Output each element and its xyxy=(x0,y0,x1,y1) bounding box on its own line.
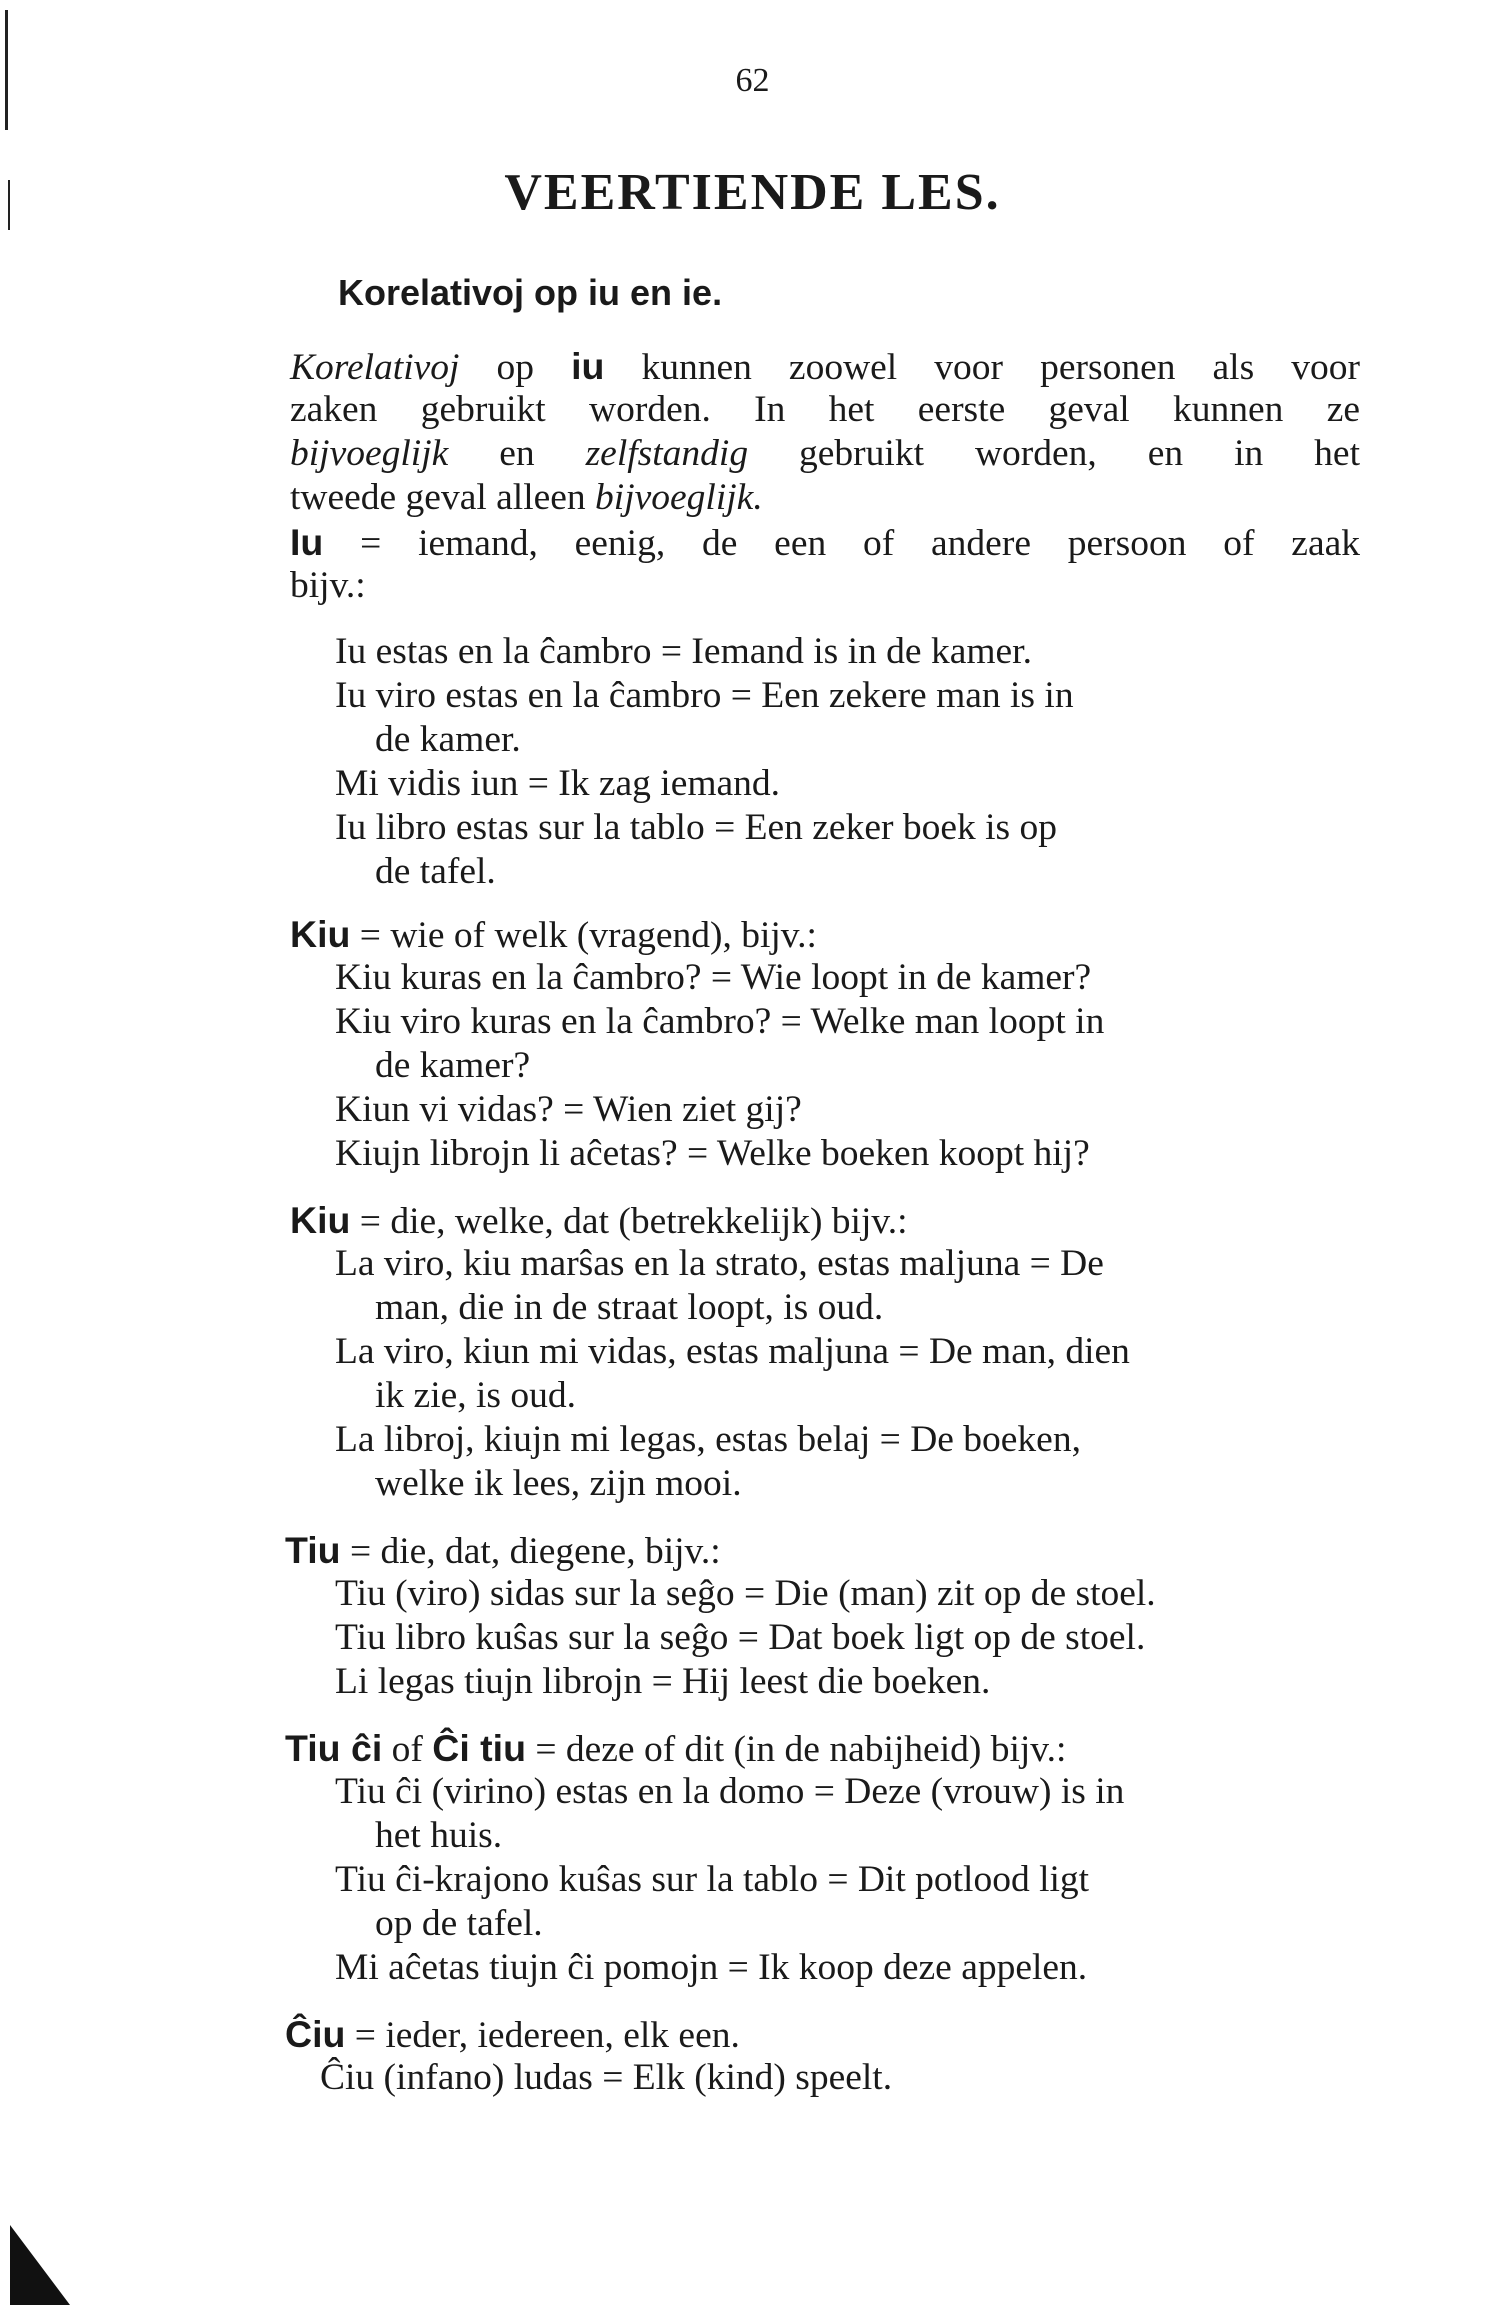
example-continuation: welke ik lees, zijn mooi. xyxy=(375,1463,742,1504)
example-line: Tiu (viro) sidas sur la seĝo = Die (man) zit op de stoel. xyxy=(335,1573,1156,1614)
example-line: Li legas tiujn librojn = Hij leest die boeken. xyxy=(335,1661,991,1702)
example-line: Ĉiu (infano) ludas = Elk (kind) speelt. xyxy=(320,2057,893,2098)
example-line: La libroj, kiujn mi legas, estas belaj = De boeken, xyxy=(335,1419,1081,1460)
example-continuation: de tafel. xyxy=(375,851,496,892)
tiu-ci-definition: Tiu ĉi of Ĉi tiu = deze of dit (in de nabijheid) bijv.: xyxy=(285,1727,1067,1770)
scan-corner-mark xyxy=(10,2225,70,2305)
iu-definition: Iu = iemand, eenig, de een of andere persoon of zaak xyxy=(290,521,1360,564)
intro-line-3: bijvoeglijk en zelfstandig gebruikt worden, en in het xyxy=(290,433,1360,474)
example-line: Tiu libro kuŝas sur la seĝo = Dat boek ligt op de stoel. xyxy=(335,1617,1146,1658)
example-line: Tiu ĉi-krajono kuŝas sur la tablo = Dit potlood ligt xyxy=(335,1859,1090,1900)
example-line: Kiun vi vidas? = Wien ziet gij? xyxy=(335,1089,802,1130)
iu-definition-cont: bijv.: xyxy=(290,565,366,606)
example-line: Kiujn librojn li aĉetas? = Welke boeken koopt hij? xyxy=(335,1133,1090,1174)
example-line: La viro, kiun mi vidas, estas maljuna = De man, dien xyxy=(335,1331,1130,1372)
example-continuation: man, die in de straat loopt, is oud. xyxy=(375,1287,884,1328)
example-continuation: de kamer. xyxy=(375,719,521,760)
example-line: Kiu kuras en la ĉambro? = Wie loopt in de kamer? xyxy=(335,957,1092,998)
kiu-relative-definition: Kiu = die, welke, dat (betrekkelijk) bijv.: xyxy=(290,1199,908,1242)
example-line: Mi vidis iun = Ik zag iemand. xyxy=(335,763,781,804)
example-continuation: de kamer? xyxy=(375,1045,531,1086)
page-number: 62 xyxy=(735,62,770,99)
example-line: Iu viro estas en la ĉambro = Een zekere man is in xyxy=(335,675,1074,716)
example-line: Mi aĉetas tiujn ĉi pomojn = Ik koop deze appelen. xyxy=(335,1947,1088,1988)
intro-line-1: Korelativoj op iu kunnen zoowel voor personen als voor xyxy=(290,345,1361,388)
example-line: Iu estas en la ĉambro = Iemand is in de kamer. xyxy=(335,631,1032,672)
tiu-definition: Tiu = die, dat, diegene, bijv.: xyxy=(285,1529,721,1572)
page-title: VEERTIENDE LES. xyxy=(504,164,1001,221)
example-line: Iu libro estas sur la tablo = Een zeker boek is op xyxy=(335,807,1057,848)
example-line: La viro, kiu marŝas en la strato, estas maljuna = De xyxy=(335,1243,1104,1284)
example-continuation: op de tafel. xyxy=(375,1903,543,1944)
example-continuation: ik zie, is oud. xyxy=(375,1375,577,1416)
ciu-definition: Ĉiu = ieder, iedereen, elk een. xyxy=(285,2013,740,2056)
section-subtitle: Korelativoj op iu en ie. xyxy=(338,272,723,313)
example-line: Kiu viro kuras en la ĉambro? = Welke man loopt in xyxy=(335,1001,1105,1042)
intro-line-4: tweede geval alleen bijvoeglijk. xyxy=(290,477,763,518)
example-continuation: het huis. xyxy=(375,1815,503,1856)
example-line: Tiu ĉi (virino) estas en la domo = Deze (vrouw) is in xyxy=(335,1771,1125,1812)
kiu-question-definition: Kiu = wie of welk (vragend), bijv.: xyxy=(290,913,817,956)
intro-line-2: zaken gebruikt worden. In het eerste geval kunnen ze xyxy=(290,389,1360,430)
